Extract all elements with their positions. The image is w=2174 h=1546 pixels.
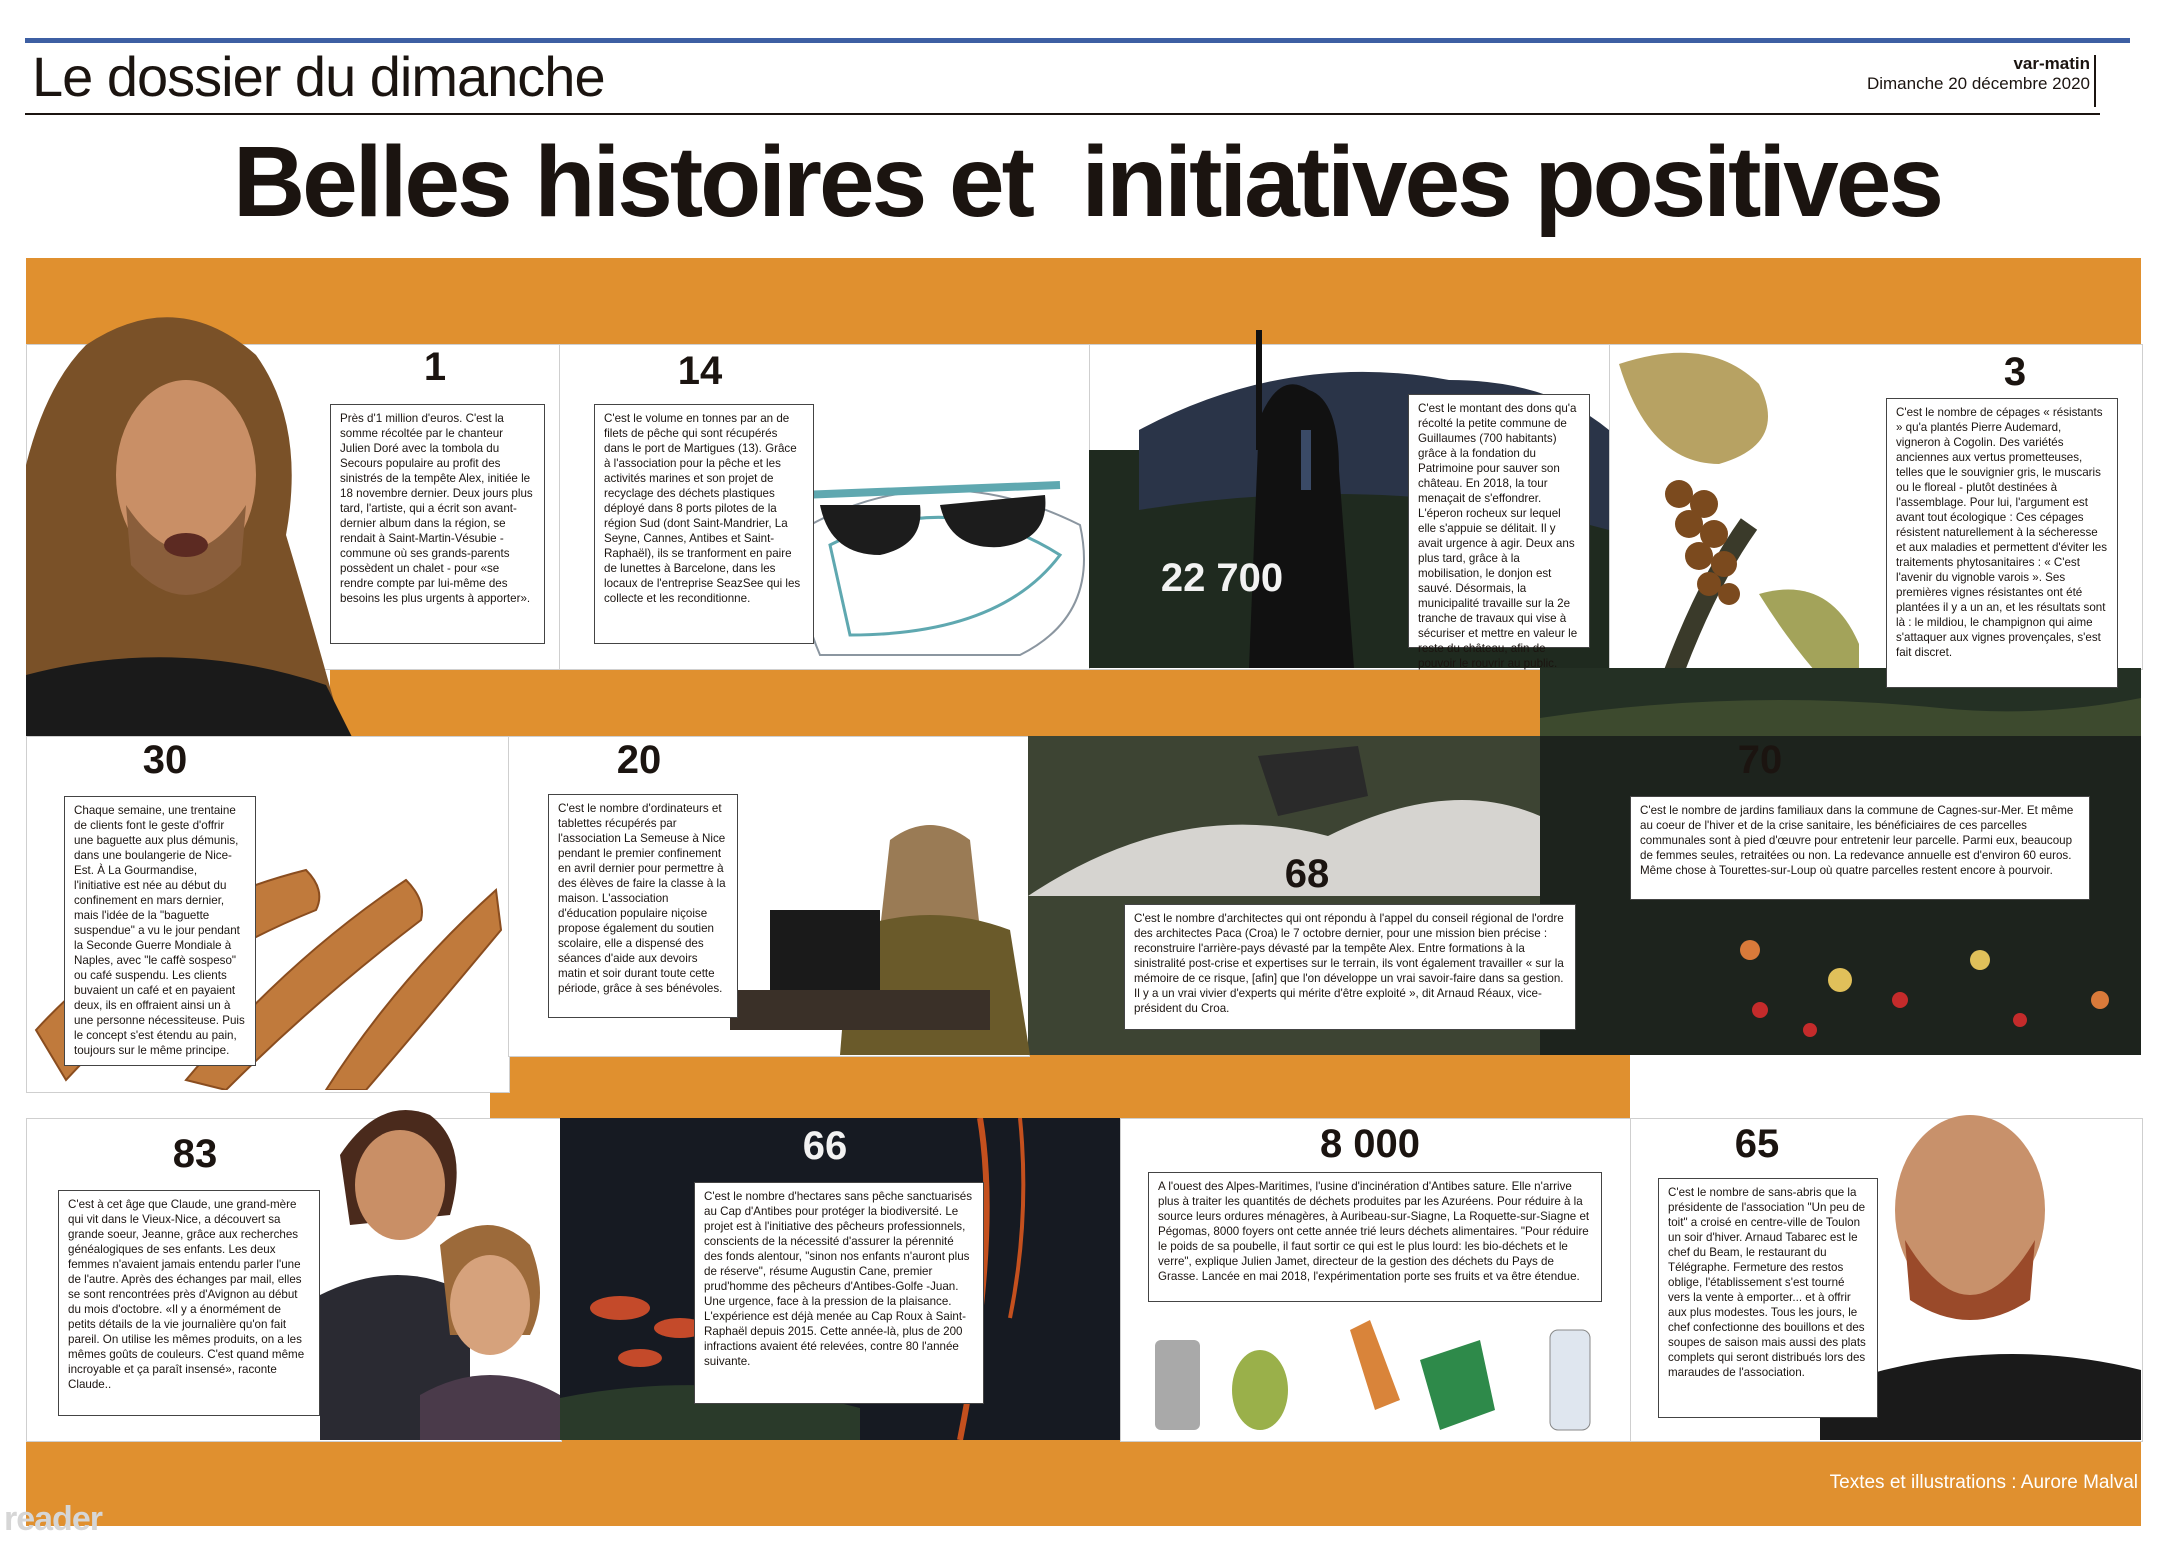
figure-text-8000: A l'ouest des Alpes-Maritimes, l'usine d'incinération d'Antibes sature. Elle n'arrive plus à traiter les quantités de déchets produites par les Azuréens. Pour réduire à la source leurs ordures ménagères, à Auribeau-sur-Siagne, La Roquette-sur-Siagne et Pégomas, 8000 foyers ont cette année trié leurs déchets alimentaires. "Pour réduire le poids de sa poubelle, il faut sortir ce qui est le plus lourd: les bio-déchets et le verre", explique Julien Jamet, directeur de la gestion des déchets du Pays de Grasse. Lancée en mai 2018, l'expérimentation porte ses fruits et va être étendue.	[1148, 1172, 1602, 1302]
top-rule	[25, 38, 2130, 43]
singer-portrait-illustration	[26, 305, 356, 755]
figure-text-20: C'est le nombre d'ordinateurs et tablettes récupérés par l'association La Semeuse à Nice pendant le premier confinement en avril dernier pour permettre à des élèves de faire la classe à la maison. L'association d'éducation populaire niçoise propose également du soutien scolaire, elle a dispensé des séances d'aide aux devoirs matin et soir durant toute cette période, grâce à ses bénévoles.	[548, 794, 738, 1018]
figure-number-30: 30	[142, 738, 188, 782]
figure-number-8000: 8 000	[1319, 1122, 1421, 1166]
garden-flowers-illustration	[1720, 890, 2140, 1055]
figure-text-68: C'est le nombre d'architectes qui ont répondu à l'appel du conseil régional de l'ordre des architectes Paca (Croa) le 7 octobre dernier, pour une mission bien précise : reconstruire l'arrière-pays dévasté par la tempête Alex. Entre formations à la sinistralité post-crise et expertises sur le terrain, ils vont également travailler « sur la mémoire de ce risque, [afin] que l'on développe un vrai savoir-faire dans sa gestion. Il y a un vrai vivier d'experts qui mérite d'être exploité », dit Arnaud Réaux, vice-président du Croa.	[1124, 904, 1576, 1030]
figure-text-66: C'est le nombre d'hectares sans pêche sanctuarisés au Cap d'Antibes pour protéger la biodiversité. Le projet est à l'initiative des pêcheurs professionnels, conscients de la nécessité d'assurer la pérennité des fonds alentour, "sinon nos enfants n'auront plus de réserve", résume Augustin Cane, premier prud'homme des pêcheurs d'Antibes-Golfe -Juan. Une urgence, face à la pression de la plaisance. L'expérience est déjà menée au Cap Roux à Saint-Raphaël depuis 2015. Cette année-là, plus de 200 infractions avaient été relevées, contre 80 l'année suivante.	[694, 1182, 984, 1404]
figure-text-83: C'est à cet âge que Claude, une grand-mère qui vit dans le Vieux-Nice, a découvert sa grande soeur, Jeanne, grâce aux recherches généalogiques de ses enfants. Les deux femmes n'avaient jamais entendu parler l'une de l'autre. Après des échanges par mail, elles se sont rencontrées près d'Avignon au début du mois d'octobre. «Il y a énormément de petits détails de la vie journalière qu'on fait pareil. On utilise les mêmes produits, on a les mêmes goûts de couleurs. C'est quand même incroyable et ça paraît insensé», raconte Claude..	[58, 1190, 320, 1416]
section-title: Le dossier du dimanche	[32, 45, 605, 108]
figure-text-1: Près d'1 million d'euros. C'est la somme récoltée par le chanteur Julien Doré avec la tombola du Secours populaire au profit des sinistrés de la tempête Alex, initiée le 18 novembre dernier. Deux jours plus tard, l'artiste, qui a écrit son avant-dernier album dans la région, se rendait à Saint-Martin-Vésubie - commune où ses grands-parents possèdent un chalet - pour «se rendre compte par lui-même des besoins les plus urgents à apporter».	[330, 404, 545, 644]
figure-number-22700: 22 700	[1160, 556, 1284, 600]
figure-number-65: 65	[1734, 1122, 1780, 1166]
waste-items-illustration	[1150, 1320, 1610, 1440]
orange-band-row1	[330, 668, 1550, 736]
figure-text-30: Chaque semaine, une trentaine de clients font le geste d'offrir une baguette aux plus démunis, dans une boulangerie de Nice-Est. À La Gourmandise, l'initiative est née au début du confinement en mars dernier, mais l'idée de la "baguette suspendue" a vu le jour pendant la Seconde Guerre Mondiale à Naples, avec "le caffè sospeso" ou café suspendu. Les clients buvaient un café et en payaient deux, ils en offraient ainsi un à une personne nécessiteuse. Puis le concept s'est étendu au pain, toujours sur le même principe.	[64, 796, 256, 1066]
woman-computer-illustration	[730, 820, 1030, 1055]
figure-number-70: 70	[1737, 738, 1783, 782]
figure-text-65: C'est le nombre de sans-abris que la présidente de l'association "Un peu de toit" a croisé en centre-ville de Toulon un soir d'hiver. Arnaud Tabarec est le chef du Beam, le restaurant du Télégraphe. Fermeture des restos oblige, l'établissement s'est tourné vers la vente à emporter... et à offrir aux plus modestes. Tous les jours, le chef confectionne des bouillons et des soupes de saison mais aussi des plats complets qui seront distribués lors des maraudes de l'association.	[1658, 1178, 1878, 1418]
orange-band-bottom	[26, 1440, 2141, 1526]
illustration-credit: Textes et illustrations : Aurore Malval	[1829, 1472, 2138, 1493]
figure-number-83: 83	[172, 1132, 218, 1176]
grapes-vine-illustration	[1609, 344, 1859, 714]
page-headline: Belles histoires et initiatives positives	[232, 126, 1942, 238]
figure-number-66: 66	[802, 1124, 848, 1168]
figure-text-70: C'est le nombre de jardins familiaux dans la commune de Cagnes-sur-Mer. Et même au coeur de l'hiver et de la crise sanitaire, les bénéficiaires de ces parcelles communales sont à pied d'œuvre pour entretenir leur parcelle. Parmi eux, beaucoup de femmes seules, retraitées ou non. La redevance annuelle est d'environ 60 euros. Même chose à Tourettes-sur-Loup où quatre parcelles restent encore à pourvoir.	[1630, 796, 2090, 900]
newspaper-name: var-matin	[2013, 54, 2090, 73]
figure-text-14: C'est le volume en tonnes par an de filets de pêche qui sont récupérés dans le port de Martigues (13). Grâce à l'association pour la pêche et les activités marines et son projet de recyclage des déchets plastiques déployé dans 8 ports pilotes de la région Sud (dont Saint-Mandrier, La Seyne, Cannes, Antibes et Saint-Raphaël), ils se tranforment en paire de lunettes à Barcelone, dans les locaux de l'entreprise SeazSee qui les collecte et les reconditionne.	[594, 404, 814, 644]
figure-number-20: 20	[616, 738, 662, 782]
figure-text-22700: C'est le montant des dons qu'a récolté la petite commune de Guillaumes (700 habitants) grâce à la fondation du Patrimoine pour sauver son château. En 2018, la tour menaçait de s'effondrer. L'éperon rocheux sur lequel elle s'appuie se délitait. Il y avait urgence à agir. Deux ans plus tard, grâce à la mobilisation, le donjon est sauvé. Désormais, la municipalité travaille sur la 2e tranche de travaux qui vise à sécuriser et mettre en valeur le reste du château, afin de pouvoir le rouvrir au public.	[1408, 394, 1590, 648]
sunglasses-and-nets-illustration	[800, 465, 1090, 665]
figure-number-68: 68	[1284, 852, 1330, 896]
figure-number-3: 3	[2003, 350, 2027, 394]
two-sisters-illustration	[320, 1095, 560, 1440]
header-divider	[2094, 55, 2096, 107]
header-rule	[25, 113, 2100, 115]
figure-number-1: 1	[423, 345, 447, 389]
publication-date: Dimanche 20 décembre 2020	[1866, 74, 2090, 93]
orange-band-row2	[490, 1055, 1630, 1118]
figure-text-3: C'est le nombre de cépages « résistants » qu'a plantés Pierre Audemard, vigneron à Cogolin. Des variétés anciennes aux vertus prometteuses, telles que le souvignier gris, le muscaris ou le floreal - plutôt destinées à l'assemblage. Pour lui, l'argument est avant tout écologique : Ces cépages résistent naturellement à la sécheresse et aux maladies et permettent d'éviter les traitements phytosanitaires : « C'est l'avenir du vignoble varois ». Ses premières vignes résistantes ont été plantées il y a un an, et les résultats sont là : le mildiou, le champignon qui aime s'attaquer aux vignes provençales, s'est fait discret.	[1886, 398, 2118, 688]
watermark: reader	[4, 1500, 102, 1538]
figure-number-14: 14	[677, 349, 723, 393]
